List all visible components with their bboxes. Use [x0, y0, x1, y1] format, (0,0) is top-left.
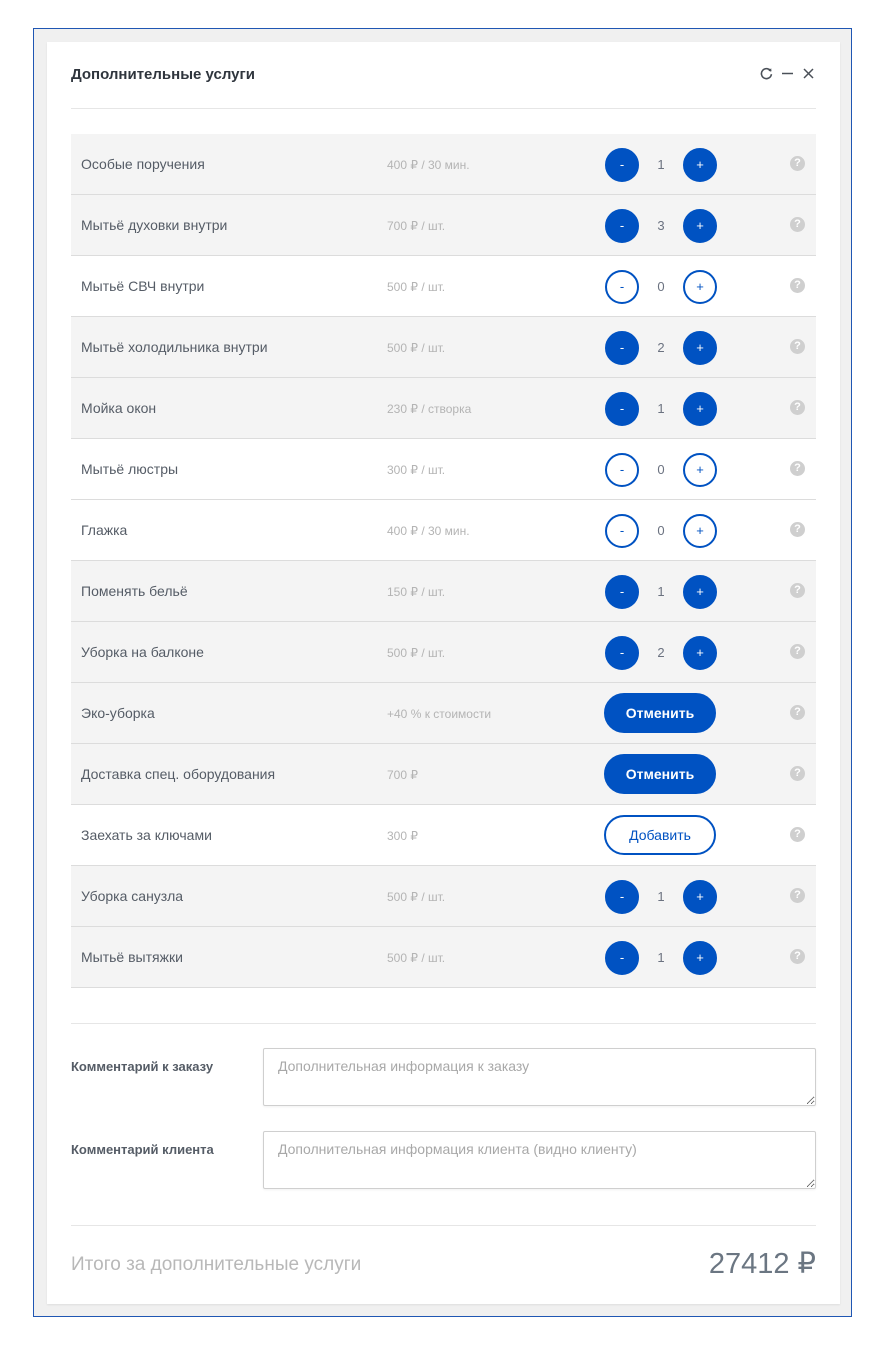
service-name: Глажка [81, 522, 128, 538]
help-icon[interactable]: ? [790, 461, 805, 476]
quantity-stepper [605, 270, 717, 304]
decrement-button[interactable]: - [605, 270, 639, 304]
help-icon[interactable]: ? [790, 827, 805, 842]
decrement-button[interactable]: - [605, 636, 639, 670]
service-price: 400 ₽ / 30 мин. [387, 524, 470, 538]
service-name: Уборка на балконе [81, 644, 204, 660]
decrement-button[interactable]: - [605, 148, 639, 182]
decrement-button[interactable]: - [605, 392, 639, 426]
help-icon[interactable]: ? [790, 156, 805, 171]
decrement-button[interactable]: - [605, 880, 639, 914]
decrement-button[interactable]: - [605, 941, 639, 975]
quantity-value: 0 [657, 279, 665, 294]
divider [71, 1225, 816, 1226]
service-price: 500 ₽ / шт. [387, 341, 446, 355]
widget-frame [33, 28, 852, 1317]
decrement-button[interactable]: - [605, 453, 639, 487]
help-icon[interactable]: ? [790, 644, 805, 659]
decrement-button[interactable]: - [605, 209, 639, 243]
service-price: +40 % к стоимости [387, 707, 492, 721]
service-name: Мытьё холодильника внутри [81, 339, 268, 355]
service-name: Уборка санузла [81, 888, 184, 904]
increment-button[interactable]: + [683, 392, 717, 426]
service-row [71, 317, 816, 378]
quantity-stepper [605, 514, 717, 548]
divider [71, 1023, 816, 1024]
service-price: 500 ₽ / шт. [387, 280, 446, 294]
service-row [71, 927, 816, 988]
service-row [71, 805, 816, 866]
help-icon[interactable]: ? [790, 949, 805, 964]
decrement-button[interactable]: - [605, 575, 639, 609]
order-comment-label: Комментарий к заказу [71, 1059, 214, 1074]
panel-header [71, 42, 816, 109]
quantity-value: 1 [657, 401, 665, 416]
service-name: Мытьё СВЧ внутри [81, 278, 205, 294]
quantity-value: 2 [657, 645, 665, 660]
increment-button[interactable]: + [683, 941, 717, 975]
service-row [71, 195, 816, 256]
quantity-value: 2 [657, 340, 665, 355]
close-icon[interactable] [801, 66, 816, 81]
additional-services-panel [47, 42, 840, 1304]
service-price: 230 ₽ / створка [387, 402, 472, 416]
refresh-icon[interactable] [759, 66, 774, 81]
service-row [71, 134, 816, 195]
services-list [71, 134, 816, 988]
help-icon[interactable]: ? [790, 522, 805, 537]
service-price: 400 ₽ / 30 мин. [387, 158, 470, 172]
service-row [71, 561, 816, 622]
help-icon[interactable]: ? [790, 339, 805, 354]
client-comment-label: Комментарий клиента [71, 1142, 214, 1157]
add-service-button[interactable]: Добавить [604, 815, 716, 855]
increment-button[interactable]: + [683, 453, 717, 487]
quantity-stepper [605, 453, 717, 487]
cancel-service-button[interactable]: Отменить [604, 693, 716, 733]
quantity-value: 0 [657, 462, 665, 477]
increment-button[interactable]: + [683, 209, 717, 243]
increment-button[interactable]: + [683, 331, 717, 365]
service-price: 500 ₽ / шт. [387, 646, 446, 660]
help-icon[interactable]: ? [790, 705, 805, 720]
panel-tools [759, 66, 816, 81]
increment-button[interactable]: + [683, 270, 717, 304]
help-icon[interactable]: ? [790, 888, 805, 903]
service-row [71, 744, 816, 805]
quantity-value: 0 [657, 523, 665, 538]
service-price: 700 ₽ [387, 768, 418, 782]
service-name: Эко-уборка [81, 705, 155, 721]
order-comment-input[interactable] [263, 1048, 816, 1106]
service-name: Заехать за ключами [81, 827, 212, 843]
service-price: 700 ₽ / шт. [387, 219, 446, 233]
increment-button[interactable]: + [683, 880, 717, 914]
service-name: Мытьё вытяжки [81, 949, 183, 965]
quantity-stepper [605, 941, 717, 975]
increment-button[interactable]: + [683, 636, 717, 670]
decrement-button[interactable]: - [605, 514, 639, 548]
service-row [71, 256, 816, 317]
help-icon[interactable]: ? [790, 217, 805, 232]
service-name: Мытьё духовки внутри [81, 217, 228, 233]
service-name: Особые поручения [81, 156, 205, 172]
help-icon[interactable]: ? [790, 583, 805, 598]
minimize-icon[interactable] [780, 66, 795, 81]
quantity-stepper [605, 575, 717, 609]
quantity-stepper [605, 209, 717, 243]
panel-title: Дополнительные услуги [71, 66, 255, 83]
increment-button[interactable]: + [683, 514, 717, 548]
help-icon[interactable]: ? [790, 766, 805, 781]
service-row [71, 439, 816, 500]
service-name: Доставка спец. оборудования [81, 766, 276, 782]
quantity-stepper [605, 636, 717, 670]
service-row [71, 500, 816, 561]
quantity-value: 3 [657, 218, 665, 233]
quantity-value: 1 [657, 950, 665, 965]
service-row [71, 683, 816, 744]
service-name: Поменять бельё [81, 583, 188, 599]
service-name: Мытьё люстры [81, 461, 179, 477]
client-comment-input[interactable] [263, 1131, 816, 1189]
service-price: 150 ₽ / шт. [387, 585, 446, 599]
service-price: 300 ₽ [387, 829, 418, 843]
service-row [71, 866, 816, 927]
cancel-service-button[interactable]: Отменить [604, 754, 716, 794]
quantity-stepper [605, 880, 717, 914]
increment-button[interactable]: + [683, 575, 717, 609]
decrement-button[interactable]: - [605, 331, 639, 365]
total-value: 27412 ₽ [708, 1248, 816, 1280]
service-row [71, 378, 816, 439]
total-label: Итого за дополнительные услуги [71, 1254, 362, 1275]
help-icon[interactable]: ? [790, 278, 805, 293]
service-price: 500 ₽ / шт. [387, 951, 446, 965]
increment-button[interactable]: + [683, 148, 717, 182]
service-row [71, 622, 816, 683]
service-price: 500 ₽ / шт. [387, 890, 446, 904]
quantity-stepper [605, 331, 717, 365]
quantity-value: 1 [657, 157, 665, 172]
service-price: 300 ₽ / шт. [387, 463, 446, 477]
quantity-value: 1 [657, 584, 665, 599]
quantity-value: 1 [657, 889, 665, 904]
service-name: Мойка окон [81, 400, 157, 416]
help-icon[interactable]: ? [790, 400, 805, 415]
quantity-stepper [605, 392, 717, 426]
quantity-stepper [605, 148, 717, 182]
